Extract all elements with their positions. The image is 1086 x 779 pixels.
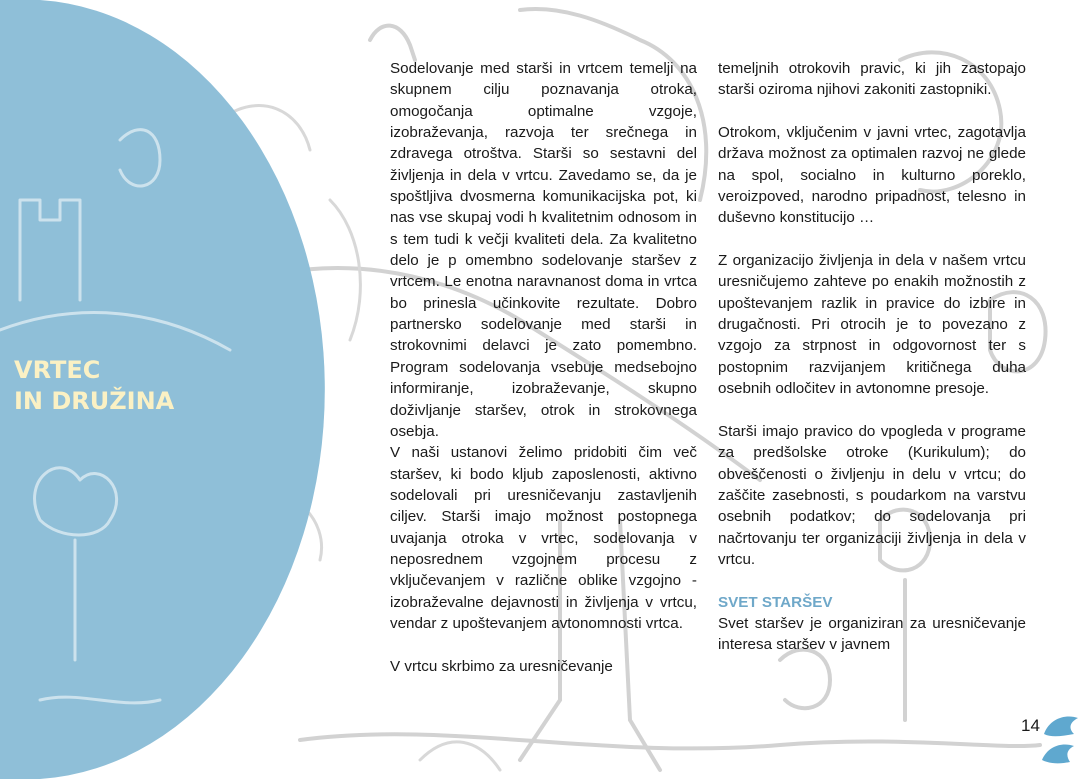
section-title-line1: VRTEC bbox=[14, 356, 101, 384]
page-number: 14 bbox=[1021, 716, 1040, 735]
drawing-house-outline bbox=[370, 26, 415, 60]
paragraph: V vrtcu skrbimo za uresničevanje bbox=[390, 657, 613, 675]
paragraph: Starši imajo pravico do vpogleda v programe za predšolske otroke (Kurikulum); do obveščenosti o življenju in delu v vrtcu; do zaščite zasebnosti, s poudarkom na varstvu osebnih podatkov; do sodelovanja pri načrtovanju ter organizaciji življenja in dela v vrtcu. bbox=[718, 422, 1026, 568]
drawing-ground bbox=[300, 734, 1040, 748]
leaf-ornament-icon bbox=[1040, 712, 1080, 768]
paragraph: Z organizacijo življenja in dela v našem vrtcu uresničujemo zahteve po enakih možnostih z upoštevanjem razlik in pravice do izbire in drugačnosti. Pri otrocih je to povezano z vzgojo za strpnost in odgovornost ter s postopnim razvijanjem kritičnega duha osebnih odločitev in avtonomne presoje. bbox=[718, 252, 1026, 398]
paragraph: Svet staršev je organiziran za uresničevanje interesa staršev v javnem bbox=[718, 614, 1026, 654]
drawing-sun bbox=[780, 650, 830, 709]
text-column-left bbox=[390, 58, 697, 677]
paragraph: Otrokom, vključenim v javni vrtec, zagotavlja država možnost za optimalen razvoj ne glede na spol, socialno in kulturno poreklo, veroizpoved, narodno pripadnost, telesno in duševno konstitucijo … bbox=[718, 124, 1026, 227]
section-title bbox=[14, 355, 174, 417]
paragraph: V naši ustanovi želimo pridobiti čim več staršev, ki bodo kljub zaposlenosti, aktivno sodelovali pri uresničevanju zastavljenih ciljev. Starši imajo možnost postopnega uvajanja otroka v vrtec, sodelovanja v neposrednem vzgojnem procesu z vključevanjem v različne oblike vzgojno - izobraževalne dejavnosti in življenja v vrtcu, vendar z upoštevanjem avtonomnosti vrtca. bbox=[390, 444, 697, 632]
paragraph: Sodelovanje med starši in vrtcem temelji na skupnem cilju poznavanja otroka, omogočanja optimalne vzgoje, izobraževanja, razvoja ter srečnega in zdravega otroštva. Starši so sestavni del življenja in dela v vrtcu. Zavedamo se, da je spoštljiva dvosmerna komunikacijska pot, ki nas vse skupaj vodi h kvalitetnim odnosom in s tem tudi k večji kvaliteti dela. Za kvalitetno delo je p omembno sodelovanje staršev z vrtcem. Le enotna naravnanost doma in vrtca bo prinesla učinkovite rezultate. Dobro partnersko sodelovanje med starši in strokovnimi delavci je zato pomembno. Program sodelovanja vsebuje medsebojno informiranje, izobraževanje, skupno doživljanje staršev, otrok in strokovnega osebja. bbox=[390, 60, 697, 440]
paragraph: temeljnih otrokovih pravic, ki jih zastopajo starši oziroma njihovi zakoniti zastopniki. bbox=[718, 60, 1026, 99]
section-title-line2: IN DRUŽINA bbox=[14, 387, 175, 415]
sub-heading: SVET STARŠEV bbox=[718, 593, 833, 611]
text-column-right bbox=[718, 58, 1026, 656]
